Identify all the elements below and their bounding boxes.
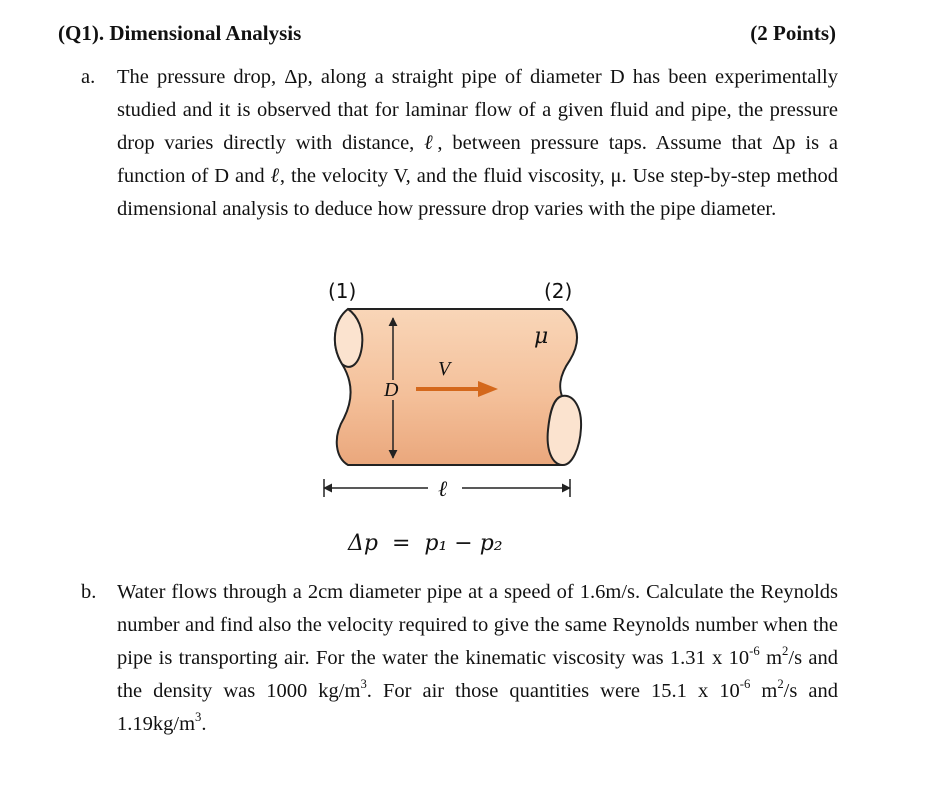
question-header bbox=[58, 18, 836, 48]
station-1-label: (1) bbox=[328, 279, 357, 303]
velocity-label: V bbox=[438, 358, 451, 380]
question-a bbox=[81, 61, 839, 226]
question-a-marker: a. bbox=[81, 66, 96, 88]
pipe-figure bbox=[300, 268, 600, 568]
diameter-label: D bbox=[384, 379, 399, 401]
question-b-text: Water flows through a 2cm diameter pipe at a speed of 1.6m/s. Calculate the Reynolds number and find also the velocity required to give the same Reynolds number when the pipe is transporting air. For the water the kinematic viscosity was 1.31 x $10^{-6}$ $m^2/s$ and the density was 1000 $kg/m^3$. For air those quantities were 15.1 x $10^{-6}$ $m^2/s$ and $1.19kg/m^3$. bbox=[117, 581, 839, 735]
question-b bbox=[81, 576, 839, 741]
question-b-marker: b. bbox=[81, 581, 97, 603]
pipe-right-opening bbox=[548, 396, 581, 465]
pipe-diagram bbox=[300, 268, 600, 568]
question-title: (Q1). Dimensional Analysis bbox=[58, 20, 302, 45]
question-points: (2 Points) bbox=[750, 20, 836, 45]
station-2-label: (2) bbox=[544, 279, 573, 303]
length-label: ℓ bbox=[438, 477, 448, 502]
question-a-text: The pressure drop, Δp, along a straight pipe of diameter D has been experimentally studied and it is observed that for laminar flow of a given fluid and pipe, the pressure drop varies directly with distance, ℓ, between pressure taps. Assume that Δp is a function of D and ℓ, the velocity V, and the fluid viscosity, μ. Use step-by-step method dimensional analysis to deduce how pressure drop varies with the pipe diameter. bbox=[117, 66, 839, 220]
viscosity-label: μ bbox=[534, 324, 549, 349]
pressure-drop-equation: Δp = p₁ − p₂ bbox=[348, 531, 503, 556]
